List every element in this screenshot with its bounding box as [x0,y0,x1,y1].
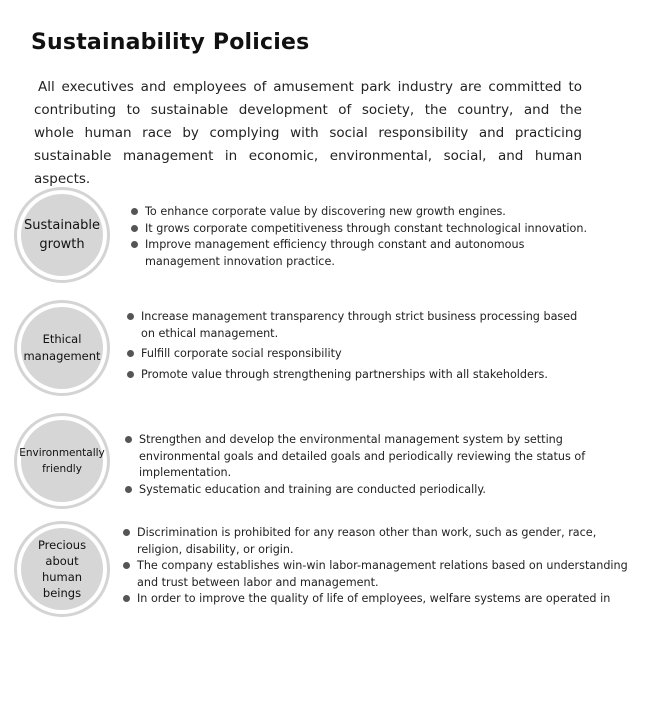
list-item: Strengthen and develop the environmental management system by setting environmental goals and detailed goals and periodically reviewing the status of implementation. [139,432,634,482]
bullet-dot-icon [127,313,134,320]
bullet-dot-icon [131,208,138,215]
bullet-dot-icon [131,241,138,248]
bullet-dot-icon [123,595,130,602]
policy-section-environmentally-friendly [0,413,653,509]
badge-label: Environmentally friendly [21,420,103,502]
list-item: Promote value through strengthening partnerships with all stakeholders. [141,367,591,384]
policy-section-ethical-management [0,300,653,396]
bullet-dot-icon [125,486,132,493]
list-item: Fulfill corporate social responsibility [141,346,591,363]
badge-label: Sustainable growth [21,194,103,276]
badge-label: Precious about human beings [21,528,103,610]
section-badge [14,413,110,509]
list-item: To enhance corporate value by discovering new growth engines. [145,204,600,221]
bullet-dot-icon [123,562,130,569]
policy-section-human-beings [0,521,653,617]
bullet-dot-icon [131,225,138,232]
list-item: Systematic education and training are conducted periodically. [139,482,634,499]
badge-label: Ethical management [21,307,103,389]
bullet-list [145,204,600,270]
list-item: It grows corporate competitiveness through constant technological innovation. [145,221,600,238]
list-item: Discrimination is prohibited for any reason other than work, such as gender, race, religion, disability, or origin. [137,525,639,558]
bullet-dot-icon [125,436,132,443]
bullet-dot-icon [123,529,130,536]
bullet-dot-icon [127,371,134,378]
list-item: The company establishes win-win labor-management relations based on understanding and trust between labor and management. [137,558,639,591]
page-title: Sustainability Policies [31,30,310,55]
bullet-list [141,309,591,383]
section-badge [14,187,110,283]
list-item: In order to improve the quality of life of employees, welfare systems are operated in [137,591,639,608]
intro-paragraph: All executives and employees of amusement park industry are committed to contributing to sustainable development of society, the country, and the whole human race by complying with social responsibility and practicing sustainable management in economic, environmental, social, and human aspects. [34,79,582,187]
policy-section-sustainable-growth [0,187,653,283]
list-item: Improve management efficiency through constant and autonomous management innovation practice. [145,237,600,270]
bullet-list [139,432,634,498]
list-item: Increase management transparency through strict business processing based on ethical management. [141,309,591,342]
bullet-list [137,525,639,608]
bullet-dot-icon [127,350,134,357]
section-badge [14,300,110,396]
section-badge [14,521,110,617]
